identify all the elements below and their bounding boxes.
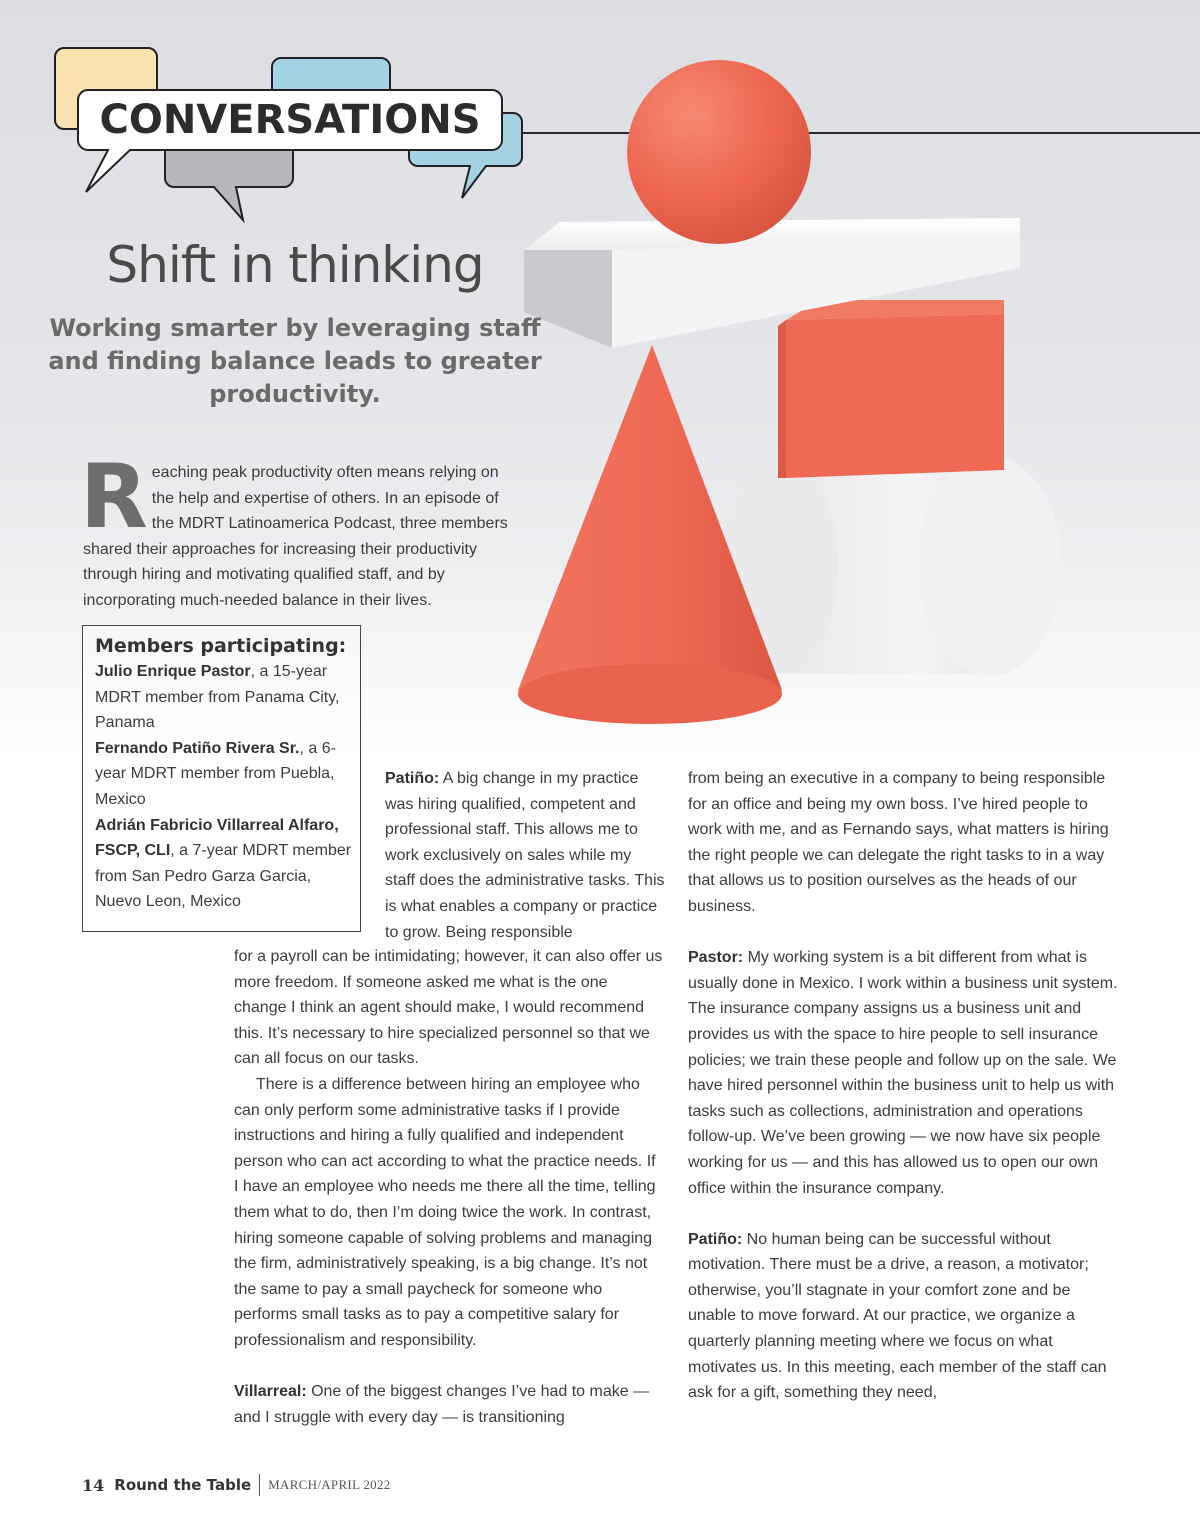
paragraph xyxy=(688,945,1118,1201)
speaker-label: Villarreal: xyxy=(234,1383,307,1401)
issue-date: MARCH/APRIL 2022 xyxy=(268,1477,391,1492)
paragraph-text: One of the biggest changes I’ve had to make — and I struggle with every day — is transitioning xyxy=(234,1383,650,1426)
drop-cap: R xyxy=(80,445,148,548)
speaker-label: Pastor: xyxy=(688,949,744,967)
paragraph xyxy=(688,1227,1118,1406)
headline: Shift in thinking xyxy=(106,236,484,294)
column-middle-top xyxy=(385,766,665,945)
paragraph xyxy=(234,1379,664,1430)
magazine-title: Round the Table xyxy=(114,1476,252,1494)
subhead: Working smarter by leveraging staff and finding balance leads to greater productivity. xyxy=(48,314,542,408)
paragraph-text: My working system is a bit different from what is usually done in Mexico. I work within a business unit system. The insurance company assigns us a business unit and provides us with the space to hire people to sell insurance policies; we train these people and follow up on the sale. We have hired personnel within the business unit to help us with tasks such as collections, administration and operations follow-up. We’ve been growing — we now have six people working for us — and this has allowed us to open our own office within the insurance company. xyxy=(688,949,1118,1197)
page-number: 14 xyxy=(82,1475,105,1495)
members-title: Members participating: xyxy=(95,635,347,657)
paragraph: There is a difference between hiring an employee who can only perform some administrative tasks if I provide instructions and hiring a fully qualified and independent person who can act according to what the practice needs. If I have an employee who needs me there all the time, telling them what to do, then I’m doing twice the work. In contrast, hiring someone capable of solving problems and managing the firm, administratively speaking, is a big change. It’s not the same to pay a small paycheck for someone who performs small tasks as to pay a competitive salary for professionalism and responsibility. xyxy=(234,1075,656,1349)
column-right xyxy=(688,766,1118,1406)
paragraph-text: A big change in my practice was hiring qualified, competent and professional staff. This allows me to work exclusively on sales while my staff does the administrative tasks. This is what enables a company or practice to grow. Being responsible xyxy=(385,770,665,941)
sphere-shape xyxy=(627,60,811,244)
lede-text: eaching peak productivity often means relying on the help and expertise of others. In an episode of the MDRT Latinoamerica Podcast, three members shared their approaches for increasing their productivity through hiring and motivating qualified staff, and by incorporating much-needed balance in their lives. xyxy=(83,464,508,609)
paragraph xyxy=(385,766,665,945)
paragraph-text: No human being can be successful without motivation. There must be a drive, a reason, a motivator; otherwise, you’ll stagnate in your comfort zone and be unable to move forward. At our practice, we organize a quarterly planning meeting where we focus on what motivates us. In this meeting, each member of the staff can ask for a gift, something they need, xyxy=(688,1230,1107,1402)
members-sidebar xyxy=(82,625,361,932)
member-desc: , a 7-year MDRT member from San Pedro Garza Garcia, Nuevo Leon, Mexico xyxy=(95,842,352,911)
member-item xyxy=(95,736,352,813)
paragraph: from being an executive in a company to being responsible for an office and being my own boss. I’ve hired people to work with me, and as Fernando says, what matters is hiring the right people we can delegate the right tasks to in a way that allows us to position ourselves as the heads of our business. xyxy=(688,770,1109,915)
speaker-label: Patiño: xyxy=(385,770,440,787)
member-name: Adrián Fabricio Villarreal Alfaro, FSCP, CLI xyxy=(95,816,339,860)
member-desc: , a 15-year MDRT member from Panama City, Panama xyxy=(95,663,340,732)
member-name: Fernando Patiño Rivera Sr. xyxy=(95,739,300,757)
column-middle xyxy=(234,944,664,1430)
cylinder-shape xyxy=(722,456,1062,676)
section-label: CONVERSATIONS xyxy=(99,97,481,143)
cube-shape xyxy=(778,300,1004,478)
member-item xyxy=(95,659,352,736)
member-desc: , a 6-year MDRT member from Puebla, Mexico xyxy=(95,739,336,808)
lede-paragraph xyxy=(80,445,515,614)
member-name: Julio Enrique Pastor xyxy=(95,663,251,680)
footer-divider xyxy=(259,1474,260,1496)
paragraph: for a payroll can be intimidating; however, it can also offer us more freedom. If someone asked me what is the one change I think an agent should make, I would recommend this. It’s necessary to hire specialized personnel so that we can all focus on our tasks. xyxy=(234,948,663,1068)
speaker-label: Patiño: xyxy=(688,1230,743,1248)
member-item xyxy=(95,813,352,915)
page-footer xyxy=(82,1474,391,1496)
